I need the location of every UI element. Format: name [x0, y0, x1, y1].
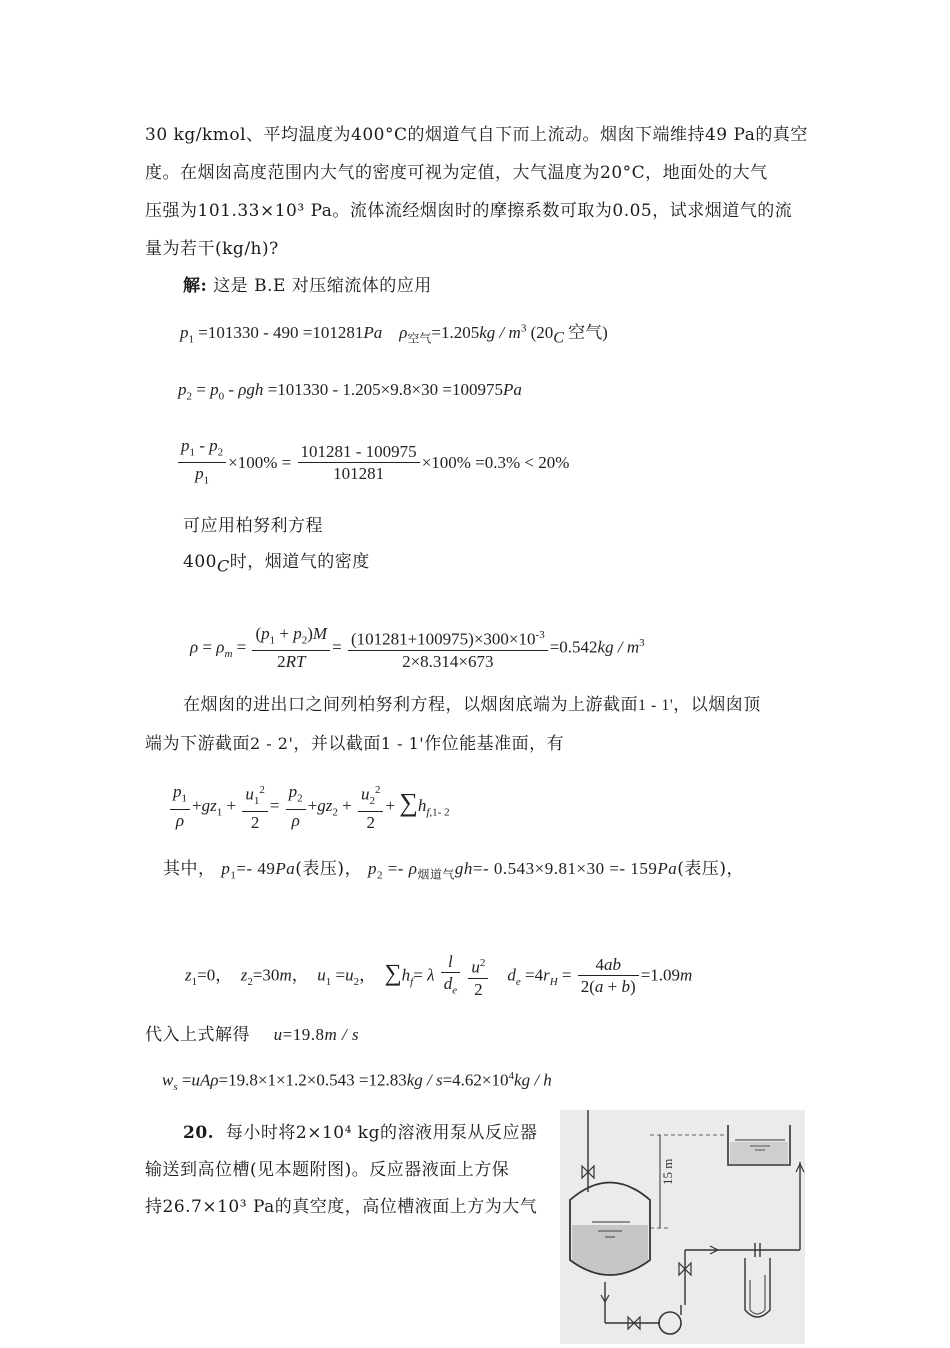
problem20-line-3: 持26.7×10³ Pa的真空度，高位槽液面上方为大气: [145, 1197, 538, 1217]
equation-p2: $p_2 = p_0 - \rho gh =101330 - 1.205\times 9.8\times 30 =100975Pa$: [178, 380, 522, 403]
temp-line: $400_C$时，烟道气的密度: [183, 552, 370, 576]
intro-line-2: 度。在烟囱高度范围内大气的密度可视为定值，大气温度为20°C，地面处的大气: [145, 163, 768, 183]
equation-bernoulli: $\frac{p_1}{\rho}$ $+gz_1$ + $\frac{u_1^2}{2}$ = $\frac{p_2}{\rho}$ $+gz_2$ + $\frac{u_2^2}{2}$ + $\sum h_{f,1- 2}$: [168, 780, 450, 834]
problem20-line-1: 20. 每小时将2×10⁴ kg的溶液用泵从反应器: [183, 1123, 538, 1143]
equation-p1: $p_1 =101330 - 490 =101281Pa$ $\rho_{空气}=1.205kg / m^3$ ($20_C$ 空气): [180, 322, 608, 347]
intro-line-3: 压强为101.33×10³ Pa。流体流经烟囱时的摩擦系数可取为0.05，试求烟道气的流: [145, 201, 793, 221]
problem-number: 20.: [183, 1123, 215, 1143]
solution-intro: 这是 B.E 对压缩流体的应用: [213, 276, 432, 296]
height-label: 15 m: [660, 1158, 675, 1185]
substitute-line: 代入上式解得 u=19.8m / s: [145, 1025, 360, 1045]
solution-label: 解:: [183, 276, 208, 296]
problem20-line-2: 输送到高位槽(见本题附图)。反应器液面上方保: [145, 1160, 510, 1180]
equation-mass-flow: $w_s =uA\rho=19.8\times 1\times 1.2\times 0.543 =12.83kg / s=4.62\times 10^4kg / h$: [162, 1070, 552, 1094]
bernoulli-applicable: 可应用柏努利方程: [183, 516, 323, 536]
para-line-2: 端为下游截面2 - 2'，并以截面1 - 1'作位能基准面，有: [145, 734, 565, 754]
intro-line-4: 量为若干(kg/h)?: [145, 239, 279, 259]
where-line: 其中， $p_1=-$ 49Pa(表压)， $p_2 =- \rho_{烟道气}gh=-$ 0.543×9.81×30 =- 159Pa(表压)，: [163, 859, 744, 882]
intro-line-1: 30 kg/kmol、平均温度为400°C的烟道气自下而上流动。烟囱下端维持49 Pa的真空: [145, 125, 808, 145]
para-line-1: 在烟囱的进出口之间列柏努利方程，以烟囱底端为上游截面1 - 1'，以烟囱顶: [183, 695, 761, 715]
equation-ratio: $\frac{p_1 - p_2}{p_1}$ ×100% = $\frac{101281 - 100975}{101281}$ ×100% =0.3% < 20%: [176, 436, 569, 492]
equation-density: $\rho = \rho_m$ = $\frac{(p_1 + p_2)M}{2RT}$ = $\frac{(101281+100975)\times 300\times 10^{-3}}{2\times 8.314\times 673}$ $=0.542kg / m^3$: [190, 624, 645, 672]
solution-heading: [183, 273, 432, 299]
equation-conditions: $z_1=0$， $z_2=30m$， $u_1 =u_2$， $\sum h_f= \lambda$ $\frac{l}{d_e}$ $\frac{u^2}{2}$ $d_e =4r_H$ = $\frac{4ab}{2(a + b)}$ =1.09m: [185, 952, 693, 999]
process-diagram: [560, 1110, 805, 1344]
